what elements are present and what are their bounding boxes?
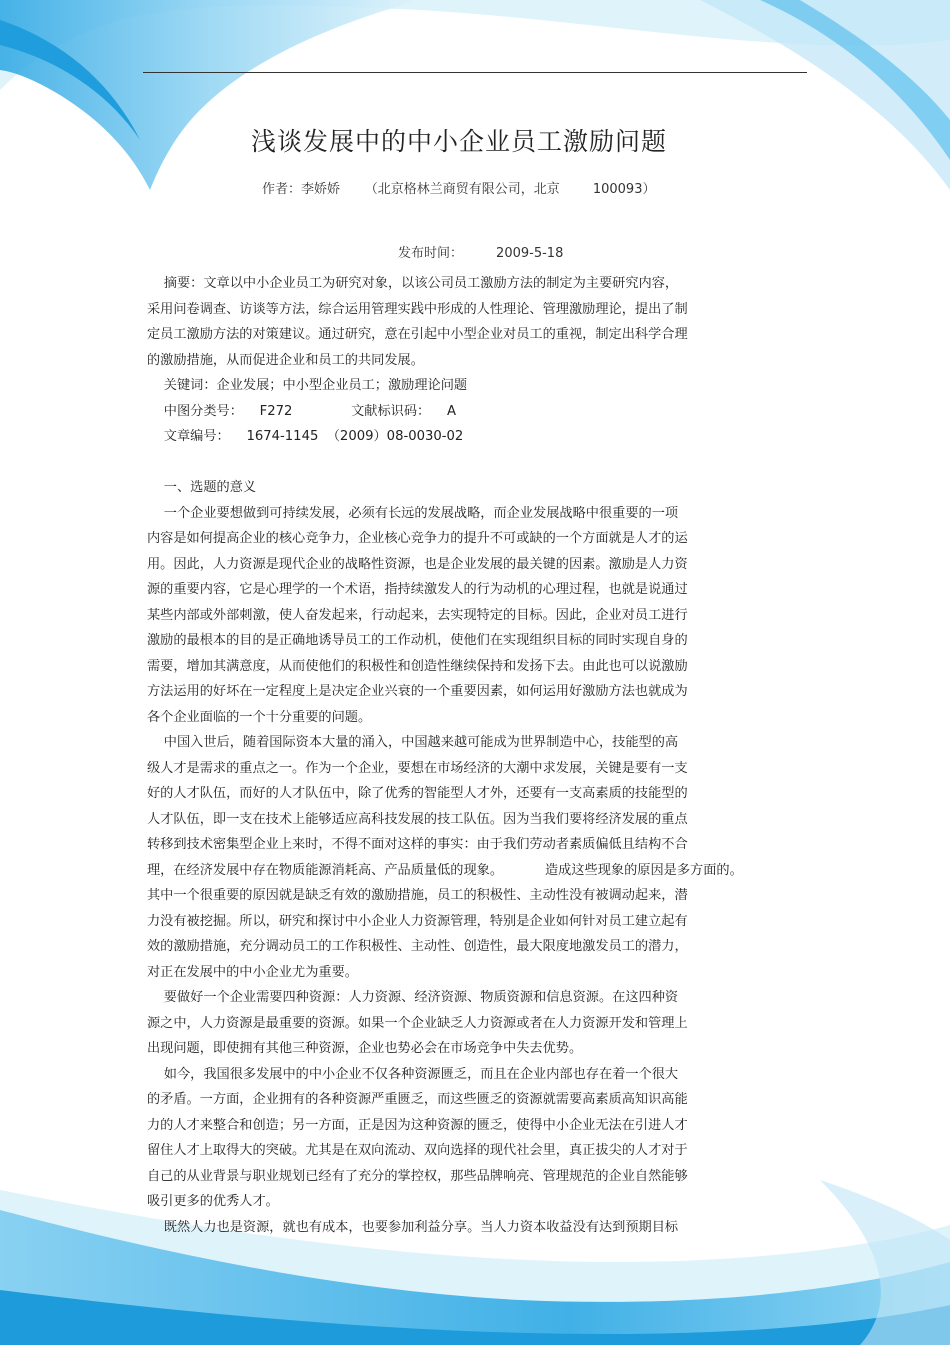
- text-line: 自己的从业背景与职业规划已经有了充分的掌控权，那些品牌响亮、管理规范的企业自然能够: [147, 1168, 688, 1184]
- text-line: 效的激励措施，充分调动员工的工作积极性、主动性、创造性，最大限度地激发员工的潜力，: [147, 939, 688, 954]
- text-line: 源之中，人力资源是最重要的资源。如果一个企业缺乏人力资源或者在人力资源开发和管理上: [147, 1015, 688, 1031]
- text-line: 如今，我国很多发展中的中小企业不仅各种资源匮乏，而且在企业内部也存在着一个很大: [147, 1066, 679, 1082]
- text-line: 方法运用的好坏在一定程度上是决定企业兴衰的一个重要因素，如何运用好激励方法也就成为: [147, 684, 688, 699]
- text-line: 的矛盾。一方面，企业拥有的各种资源严重匮乏，而这些匮乏的资源就需要高素质高知识高能: [147, 1092, 688, 1107]
- text-line: 要做好一个企业需要四种资源：人力资源、经济资源、物质资源和信息资源。在这四种资: [147, 990, 679, 1005]
- text-line: 源的重要内容，它是心理学的一个术语，指持续激发人的行为动机的心理过程，也就是说通过: [147, 582, 688, 597]
- text-line: 定员工激励方法的对策建议。通过研究，意在引起中小型企业对员工的重视，制定出科学合理: [147, 327, 688, 342]
- publish-date: 发布时间： 2009-5-18: [398, 246, 564, 261]
- text-line: 力的人才来整合和创造；另一方面，正是因为这种资源的匮乏，使得中小企业无法在引进人才: [147, 1117, 688, 1133]
- text-line: 级人才是需求的重点之一。作为一个企业，要想在市场经济的大潮中求发展，关键是要有一支: [147, 760, 688, 776]
- text-line: 采用问卷调查、访谈等方法，综合运用管理实践中形成的人性理论、管理激励理论，提出了制: [147, 301, 688, 317]
- blank-line: [147, 450, 787, 476]
- text-line: 力没有被挖掘。所以，研究和探讨中小企业人力资源管理，特别是企业如何针对员工建立起有: [147, 913, 688, 929]
- text-line: 需要，增加其满意度，从而使他们的积极性和创造性继续保持和发扬下去。由此也可以说激励: [147, 658, 688, 674]
- text-line: 激励的最根本的目的是正确地诱导员工的工作动机，使他们在实现组织目标的同时实现自身的: [147, 633, 688, 648]
- text-line: 留住人才上取得大的突破。尤其是在双向流动、双向选择的现代社会里，真正拔尖的人才对于: [147, 1143, 688, 1158]
- text-line: 关键词：企业发展；中小型企业员工；激励理论问题: [147, 378, 468, 393]
- text-line: 某些内部或外部刺激，使人奋发起来，行动起来，去实现特定的目标。因此，企业对员工进行: [147, 607, 688, 623]
- text-line: 一个企业要想做到可持续发展，必须有长远的发展战略，而企业发展战略中很重要的一项: [147, 505, 679, 521]
- article-body: [147, 271, 787, 1240]
- text-line: 中图分类号： F272 文献标识码： A: [147, 403, 457, 419]
- author-line: 作者：李娇娇 （北京格林兰商贸有限公司，北京 100093）: [262, 182, 656, 197]
- text-line: 一、选题的意义: [147, 480, 257, 495]
- text-line: 理，在经济发展中存在物质能源消耗高、产品质量低的现象。 造成这些现象的原因是多方面的。: [147, 862, 743, 878]
- text-line: 其中一个很重要的原因就是缺乏有效的激励措施，员工的积极性、主动性没有被调动起来，潜: [147, 888, 688, 903]
- text-line: 各个企业面临的一个十分重要的问题。: [147, 709, 372, 725]
- text-line: 文章编号： 1674-1145 （2009）08-0030-02: [147, 429, 464, 444]
- text-line: 对正在发展中的中小企业尤为重要。: [147, 964, 358, 980]
- text-line: 既然人力也是资源，就也有成本，也要参加利益分享。当人力资本收益没有达到预期目标: [147, 1219, 679, 1235]
- text-line: 人才队伍，即一支在技术上能够适应高科技发展的技工队伍。因为当我们要将经济发展的重点: [147, 811, 688, 827]
- header-rule: [143, 72, 807, 73]
- text-line: 好的人才队伍，而好的人才队伍中，除了优秀的智能型人才外，还要有一支高素质的技能型的: [147, 786, 688, 801]
- text-line: 吸引更多的优秀人才。: [147, 1194, 279, 1209]
- text-line: 用。因此，人力资源是现代企业的战略性资源，也是企业发展的最关键的因素。激励是人力资: [147, 556, 688, 572]
- text-line: 转移到技术密集型企业上来时，不得不面对这样的事实：由于我们劳动者素质偏低且结构不合: [147, 837, 688, 852]
- text-line: 摘要：文章以中小企业员工为研究对象，以该公司员工激励方法的制定为主要研究内容，: [147, 276, 679, 291]
- text-line: 中国入世后，随着国际资本大量的涌入，中国越来越可能成为世界制造中心，技能型的高: [147, 735, 679, 750]
- text-line: 出现问题，即使拥有其他三种资源，企业也势必会在市场竞争中失去优势。: [147, 1041, 583, 1056]
- text-line: 内容是如何提高企业的核心竞争力，企业核心竞争力的提升不可或缺的一个方面就是人才的运: [147, 531, 688, 546]
- text-line: 的激励措施，从而促进企业和员工的共同发展。: [147, 352, 424, 368]
- article-title: 浅谈发展中的中小企业员工激励问题: [250, 127, 667, 156]
